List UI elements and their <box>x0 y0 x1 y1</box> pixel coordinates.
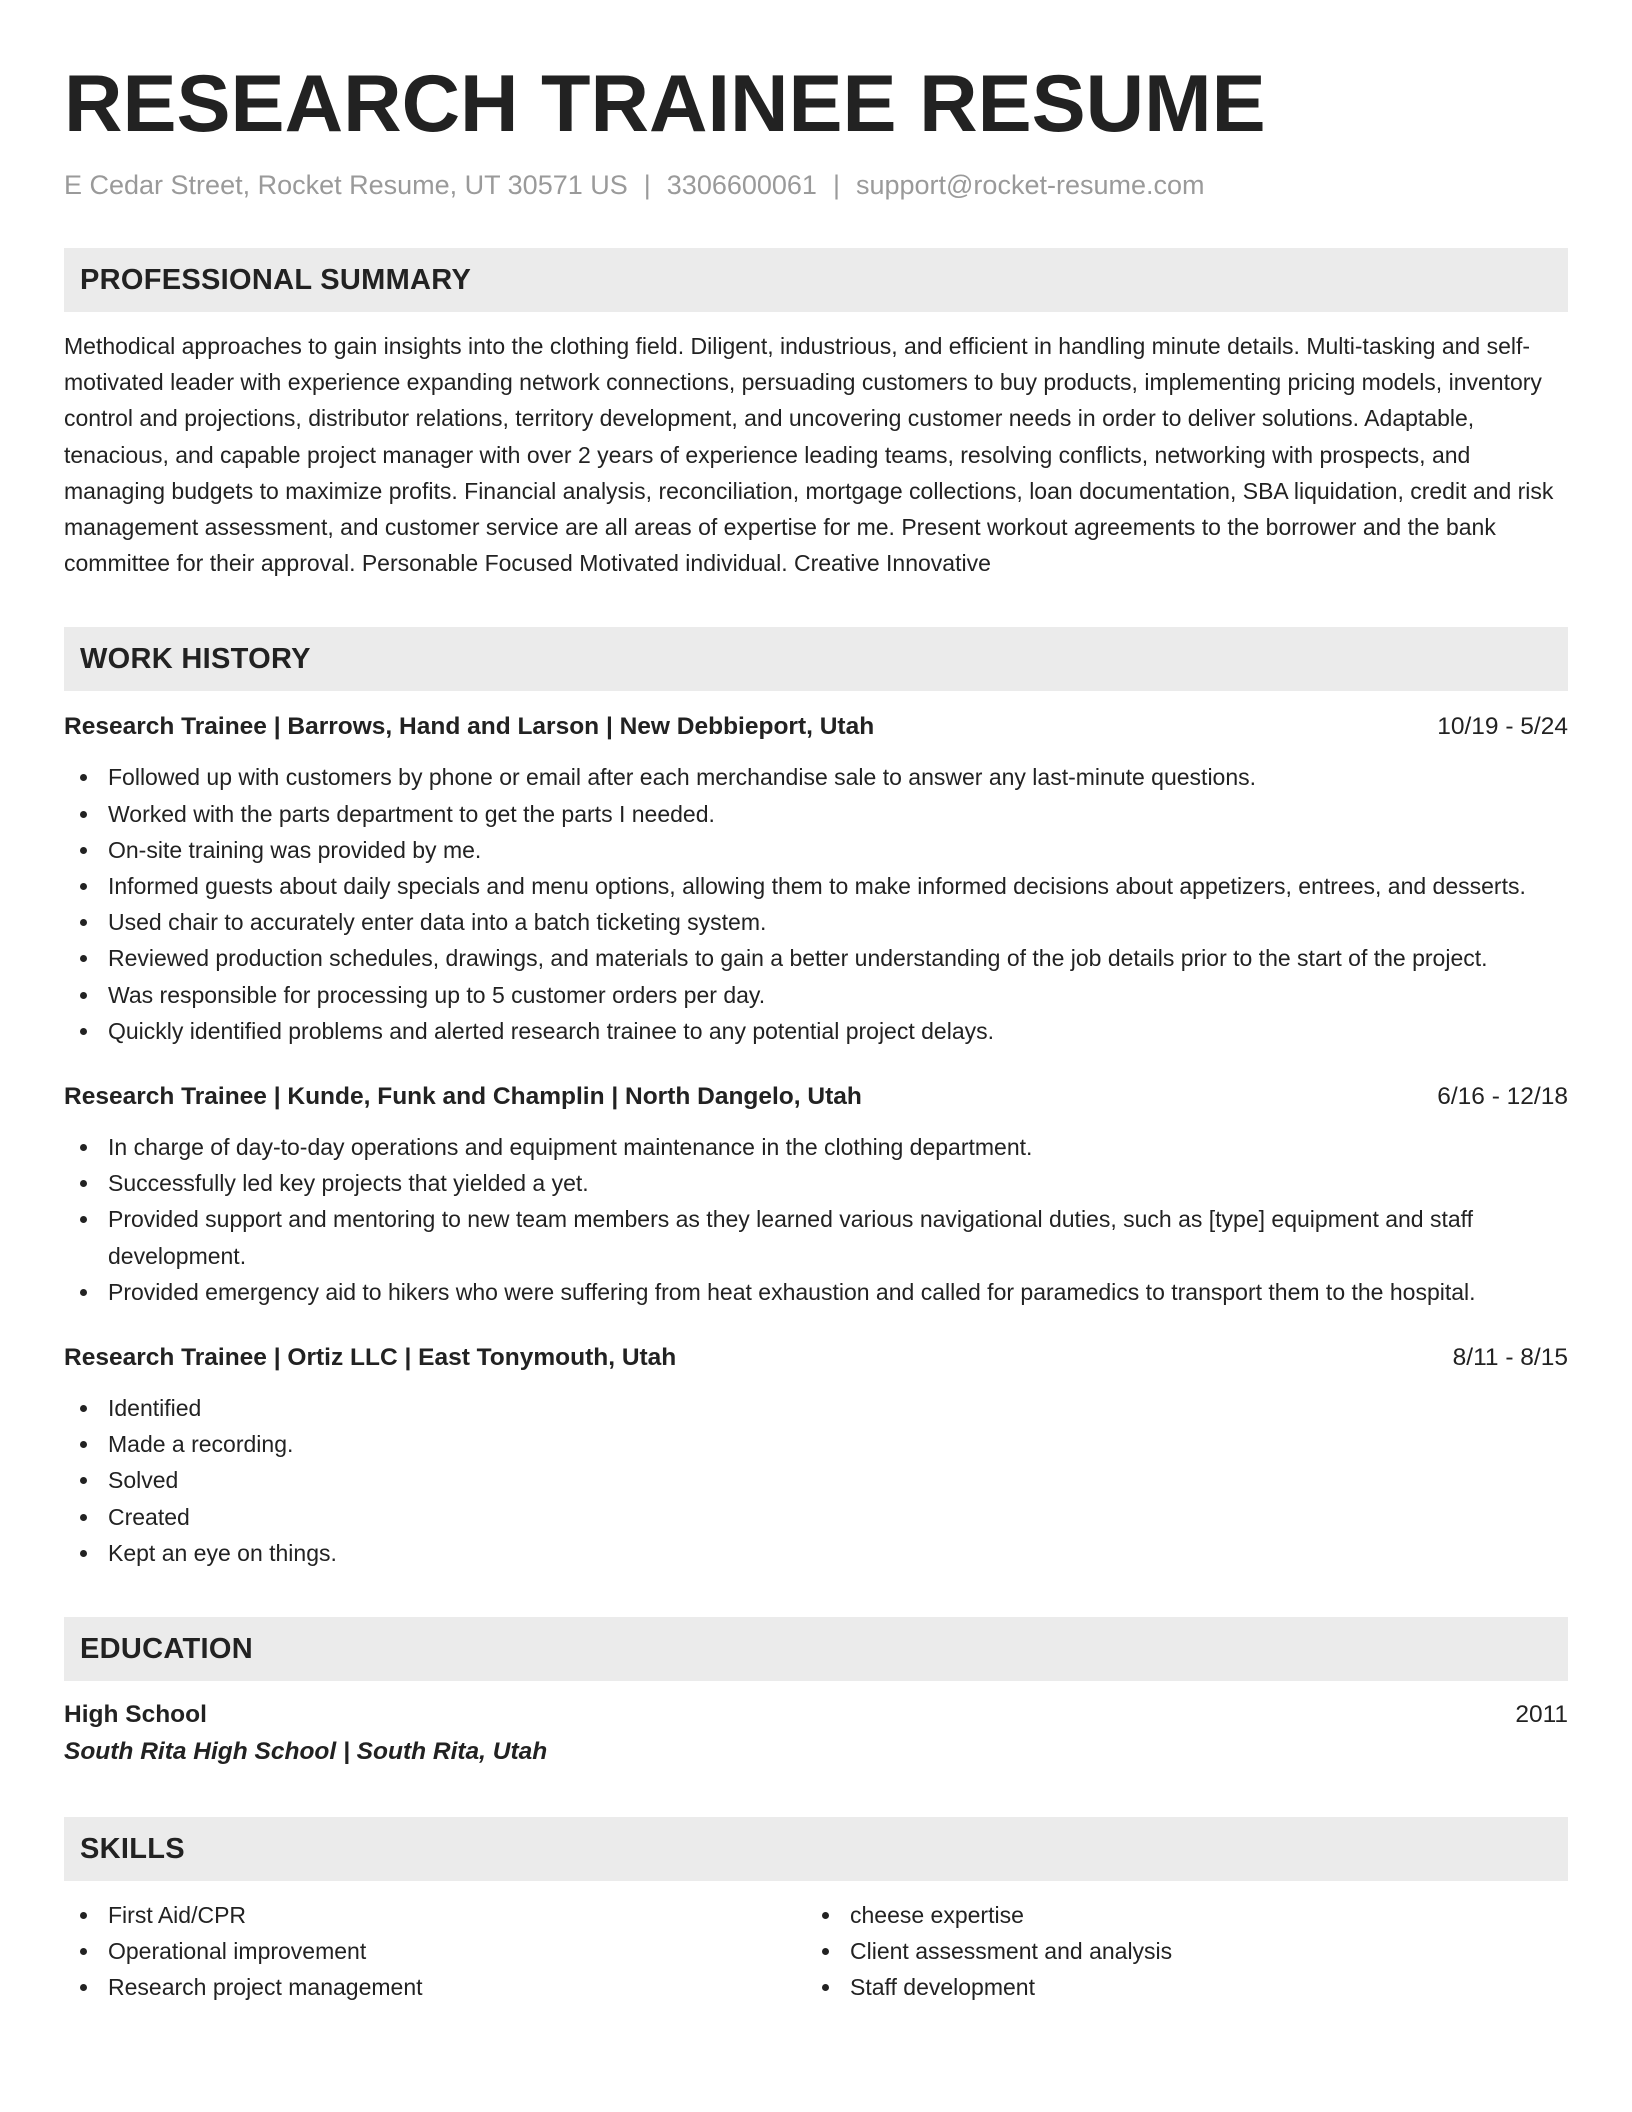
job-bullet: Provided support and mentoring to new team members as they learned various navigational duties, such as [type] equipment and staff development. <box>64 1201 1568 1273</box>
work-history-list <box>64 709 1568 1571</box>
job-header <box>64 1340 1568 1376</box>
contact-line <box>64 168 1568 202</box>
work-heading: WORK HISTORY <box>80 642 311 675</box>
job-bullet-list <box>64 1390 1568 1571</box>
job-bullet: Created <box>64 1499 1568 1535</box>
resume-title: RESEARCH TRAINEE RESUME <box>64 59 1266 149</box>
summary-text: Methodical approaches to gain insights into the clothing field. Diligent, industrious, and efficient in handling minute details. Multi-tasking and self-motivated leader with experience expanding network connections, persuading customers to buy products, implementing pricing models, inventory control and projections, distributor relations, territory development, and uncovering customer needs in order to deliver solutions. Adaptable, tenacious, and capable project manager with over 2 years of experience leading teams, resolving conflicts, networking with prospects, and managing budgets to maximize profits. Financial analysis, reconciliation, mortgage collections, loan documentation, SBA liquidation, credit and risk management assessment, and customer service are all areas of expertise for me. Present workout agreements to the borrower and the bank committee for their approval. Personable Focused Motivated individual. Creative Innovative <box>64 333 1554 577</box>
job-dates: 8/11 - 8/15 <box>1452 1344 1568 1372</box>
education-heading-bar <box>64 1617 1568 1681</box>
job-header <box>64 1079 1568 1115</box>
job-bullet: Solved <box>64 1462 1568 1498</box>
job-entry <box>64 709 1568 1049</box>
summary-heading-bar <box>64 248 1568 312</box>
job-bullet: Identified <box>64 1390 1568 1426</box>
job-title: Research Trainee | Barrows, Hand and Larson | New Debbieport, Utah <box>64 713 875 741</box>
job-bullet: Reviewed production schedules, drawings, and materials to gain a better understanding of the job details prior to the start of the project. <box>64 940 1568 976</box>
job-bullet: Was responsible for processing up to 5 customer orders per day. <box>64 977 1568 1013</box>
job-title: Research Trainee | Ortiz LLC | East Tonymouth, Utah <box>64 1344 677 1372</box>
job-bullet-list <box>64 1129 1568 1310</box>
job-dates: 10/19 - 5/24 <box>1437 713 1568 741</box>
job-bullet: On-site training was provided by me. <box>64 832 1568 868</box>
education-year: 2011 <box>1515 1701 1568 1729</box>
job-bullet: Used chair to accurately enter data into a batch ticketing system. <box>64 904 1568 940</box>
skill-item: First Aid/CPR <box>64 1897 806 1933</box>
contact-address: E Cedar Street, Rocket Resume, UT 30571 US <box>64 170 628 200</box>
job-title: Research Trainee | Kunde, Funk and Champlin | North Dangelo, Utah <box>64 1083 862 1111</box>
job-bullet: Informed guests about daily specials and menu options, allowing them to make informed decisions about appetizers, entrees, and desserts. <box>64 868 1568 904</box>
education-degree: High School <box>64 1701 207 1729</box>
job-dates: 6/16 - 12/18 <box>1437 1083 1568 1111</box>
job-bullet: Successfully led key projects that yielded a yet. <box>64 1165 1568 1201</box>
skills-column-right <box>806 1897 1548 2006</box>
contact-phone: 3306600061 <box>666 170 817 200</box>
job-header <box>64 709 1568 745</box>
job-entry <box>64 1340 1568 1571</box>
skill-item: Client assessment and analysis <box>806 1933 1548 1969</box>
skills-heading-bar <box>64 1817 1568 1881</box>
contact-separator: | <box>643 170 651 200</box>
job-bullet: Quickly identified problems and alerted research trainee to any potential project delays. <box>64 1013 1568 1049</box>
job-bullet: Followed up with customers by phone or email after each merchandise sale to answer any last-minute questions. <box>64 759 1568 795</box>
skills-grid <box>64 1897 1568 2006</box>
contact-separator: | <box>832 170 840 200</box>
work-heading-bar <box>64 627 1568 691</box>
summary-heading: PROFESSIONAL SUMMARY <box>80 263 472 296</box>
job-bullet-list <box>64 759 1568 1049</box>
job-bullet: Worked with the parts department to get the parts I needed. <box>64 796 1568 832</box>
job-entry <box>64 1079 1568 1310</box>
education-school: South Rita High School | South Rita, Utah <box>64 1738 548 1766</box>
job-bullet: In charge of day-to-day operations and equipment maintenance in the clothing department. <box>64 1129 1568 1165</box>
skill-item: cheese expertise <box>806 1897 1548 1933</box>
skill-item: Research project management <box>64 1969 806 2005</box>
skills-column-left <box>64 1897 806 2006</box>
skills-heading: SKILLS <box>80 1832 185 1865</box>
contact-email: support@rocket-resume.com <box>855 170 1205 200</box>
job-bullet: Made a recording. <box>64 1426 1568 1462</box>
job-bullet: Kept an eye on things. <box>64 1535 1568 1571</box>
skill-item: Staff development <box>806 1969 1548 2005</box>
education-entry <box>64 1697 1568 1771</box>
job-bullet: Provided emergency aid to hikers who were suffering from heat exhaustion and called for paramedics to transport them to the hospital. <box>64 1274 1568 1310</box>
skill-item: Operational improvement <box>64 1933 806 1969</box>
education-heading: EDUCATION <box>80 1632 253 1665</box>
